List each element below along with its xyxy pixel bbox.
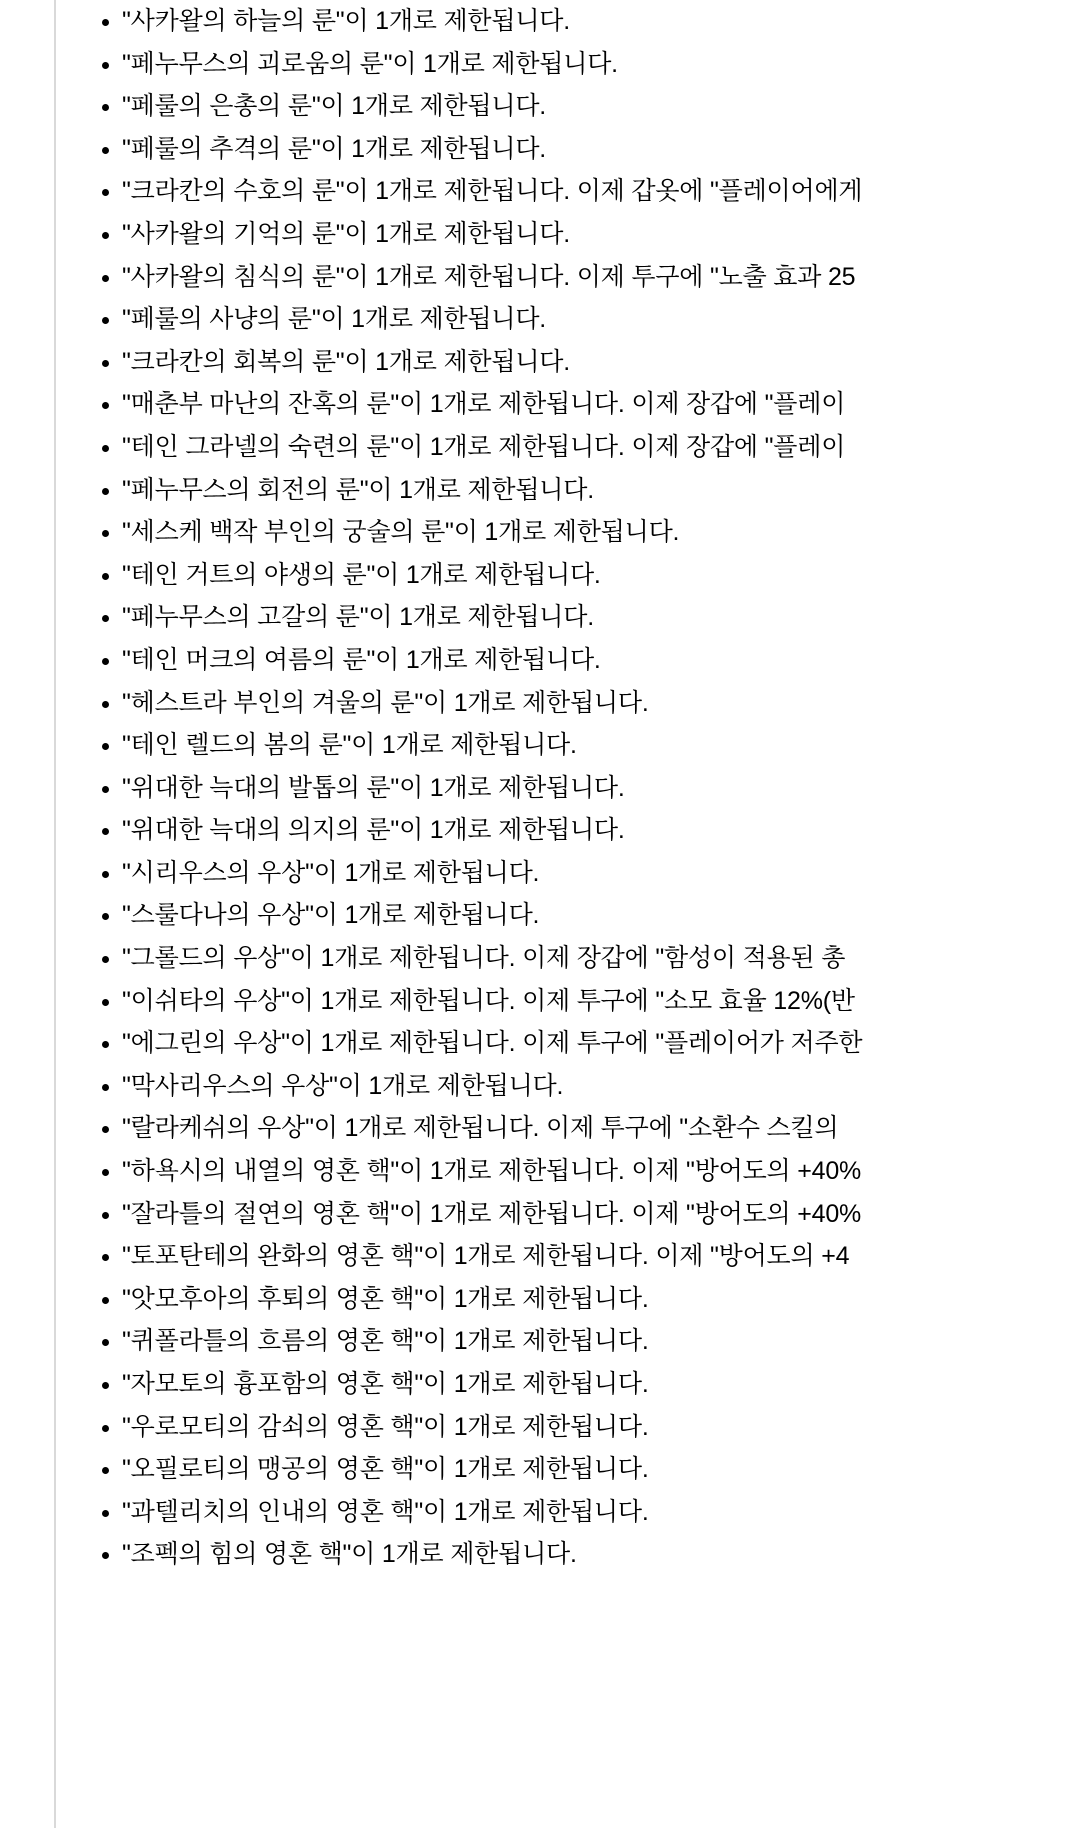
list-item: "스룰다나의 우상"이 1개로 제한됩니다.	[56, 894, 1080, 937]
list-item: "랄라케쉬의 우상"이 1개로 제한됩니다. 이제 투구에 "소환수 스킬의	[56, 1107, 1080, 1150]
list-item: "헤스트라 부인의 겨울의 룬"이 1개로 제한됩니다.	[56, 682, 1080, 725]
list-item: "페룰의 추격의 룬"이 1개로 제한됩니다.	[56, 128, 1080, 171]
list-item: "앗모후아의 후퇴의 영혼 핵"이 1개로 제한됩니다.	[56, 1278, 1080, 1321]
list-item: "사카왈의 하늘의 룬"이 1개로 제한됩니다.	[56, 0, 1080, 43]
list-item: "위대한 늑대의 의지의 룬"이 1개로 제한됩니다.	[56, 809, 1080, 852]
list-item: "페누무스의 괴로움의 룬"이 1개로 제한됩니다.	[56, 43, 1080, 86]
list-item: "크라칸의 수호의 룬"이 1개로 제한됩니다. 이제 갑옷에 "플레이어에게	[56, 170, 1080, 213]
list-item: "그롤드의 우상"이 1개로 제한됩니다. 이제 장갑에 "함성이 적용된 총	[56, 937, 1080, 980]
list-item: "잘라틀의 절연의 영혼 핵"이 1개로 제한됩니다. 이제 "방어도의 +40%	[56, 1193, 1080, 1236]
list-item: "에그린의 우상"이 1개로 제한됩니다. 이제 투구에 "플레이어가 저주한	[56, 1022, 1080, 1065]
list-item: "과텔리치의 인내의 영혼 핵"이 1개로 제한됩니다.	[56, 1491, 1080, 1534]
list-item: "크라칸의 회복의 룬"이 1개로 제한됩니다.	[56, 341, 1080, 384]
list-item: "위대한 늑대의 발톱의 룬"이 1개로 제한됩니다.	[56, 767, 1080, 810]
list-item: "하욕시의 내열의 영혼 핵"이 1개로 제한됩니다. 이제 "방어도의 +40%	[56, 1150, 1080, 1193]
list-item: "테인 머크의 여름의 룬"이 1개로 제한됩니다.	[56, 639, 1080, 682]
list-item: "우로모티의 감쇠의 영혼 핵"이 1개로 제한됩니다.	[56, 1406, 1080, 1449]
list-item: "토포탄테의 완화의 영혼 핵"이 1개로 제한됩니다. 이제 "방어도의 +4	[56, 1235, 1080, 1278]
list-item: "매춘부 마난의 잔혹의 룬"이 1개로 제한됩니다. 이제 장갑에 "플레이	[56, 383, 1080, 426]
list-item: "세스케 백작 부인의 궁술의 룬"이 1개로 제한됩니다.	[56, 511, 1080, 554]
list-item: "테인 렐드의 봄의 룬"이 1개로 제한됩니다.	[56, 724, 1080, 767]
patch-notes-list	[56, 0, 1080, 1576]
list-item: "테인 거트의 야생의 룬"이 1개로 제한됩니다.	[56, 554, 1080, 597]
document-content	[56, 0, 1080, 1576]
list-item: "퀴폴라틀의 흐름의 영혼 핵"이 1개로 제한됩니다.	[56, 1320, 1080, 1363]
list-item: "사카왈의 침식의 룬"이 1개로 제한됩니다. 이제 투구에 "노출 효과 25	[56, 256, 1080, 299]
list-item: "조펙의 힘의 영혼 핵"이 1개로 제한됩니다.	[56, 1533, 1080, 1576]
list-item: "막사리우스의 우상"이 1개로 제한됩니다.	[56, 1065, 1080, 1108]
list-item: "이쉬타의 우상"이 1개로 제한됩니다. 이제 투구에 "소모 효율 12%(반	[56, 980, 1080, 1023]
list-item: "페누무스의 회전의 룬"이 1개로 제한됩니다.	[56, 469, 1080, 512]
list-item: "사카왈의 기억의 룬"이 1개로 제한됩니다.	[56, 213, 1080, 256]
list-item: "오필로티의 맹공의 영혼 핵"이 1개로 제한됩니다.	[56, 1448, 1080, 1491]
list-item: "페룰의 사냥의 룬"이 1개로 제한됩니다.	[56, 298, 1080, 341]
list-item: "테인 그라넬의 숙련의 룬"이 1개로 제한됩니다. 이제 장갑에 "플레이	[56, 426, 1080, 469]
list-item: "페누무스의 고갈의 룬"이 1개로 제한됩니다.	[56, 596, 1080, 639]
list-item: "시리우스의 우상"이 1개로 제한됩니다.	[56, 852, 1080, 895]
list-item: "페룰의 은총의 룬"이 1개로 제한됩니다.	[56, 85, 1080, 128]
list-item: "자모토의 흉포함의 영혼 핵"이 1개로 제한됩니다.	[56, 1363, 1080, 1406]
